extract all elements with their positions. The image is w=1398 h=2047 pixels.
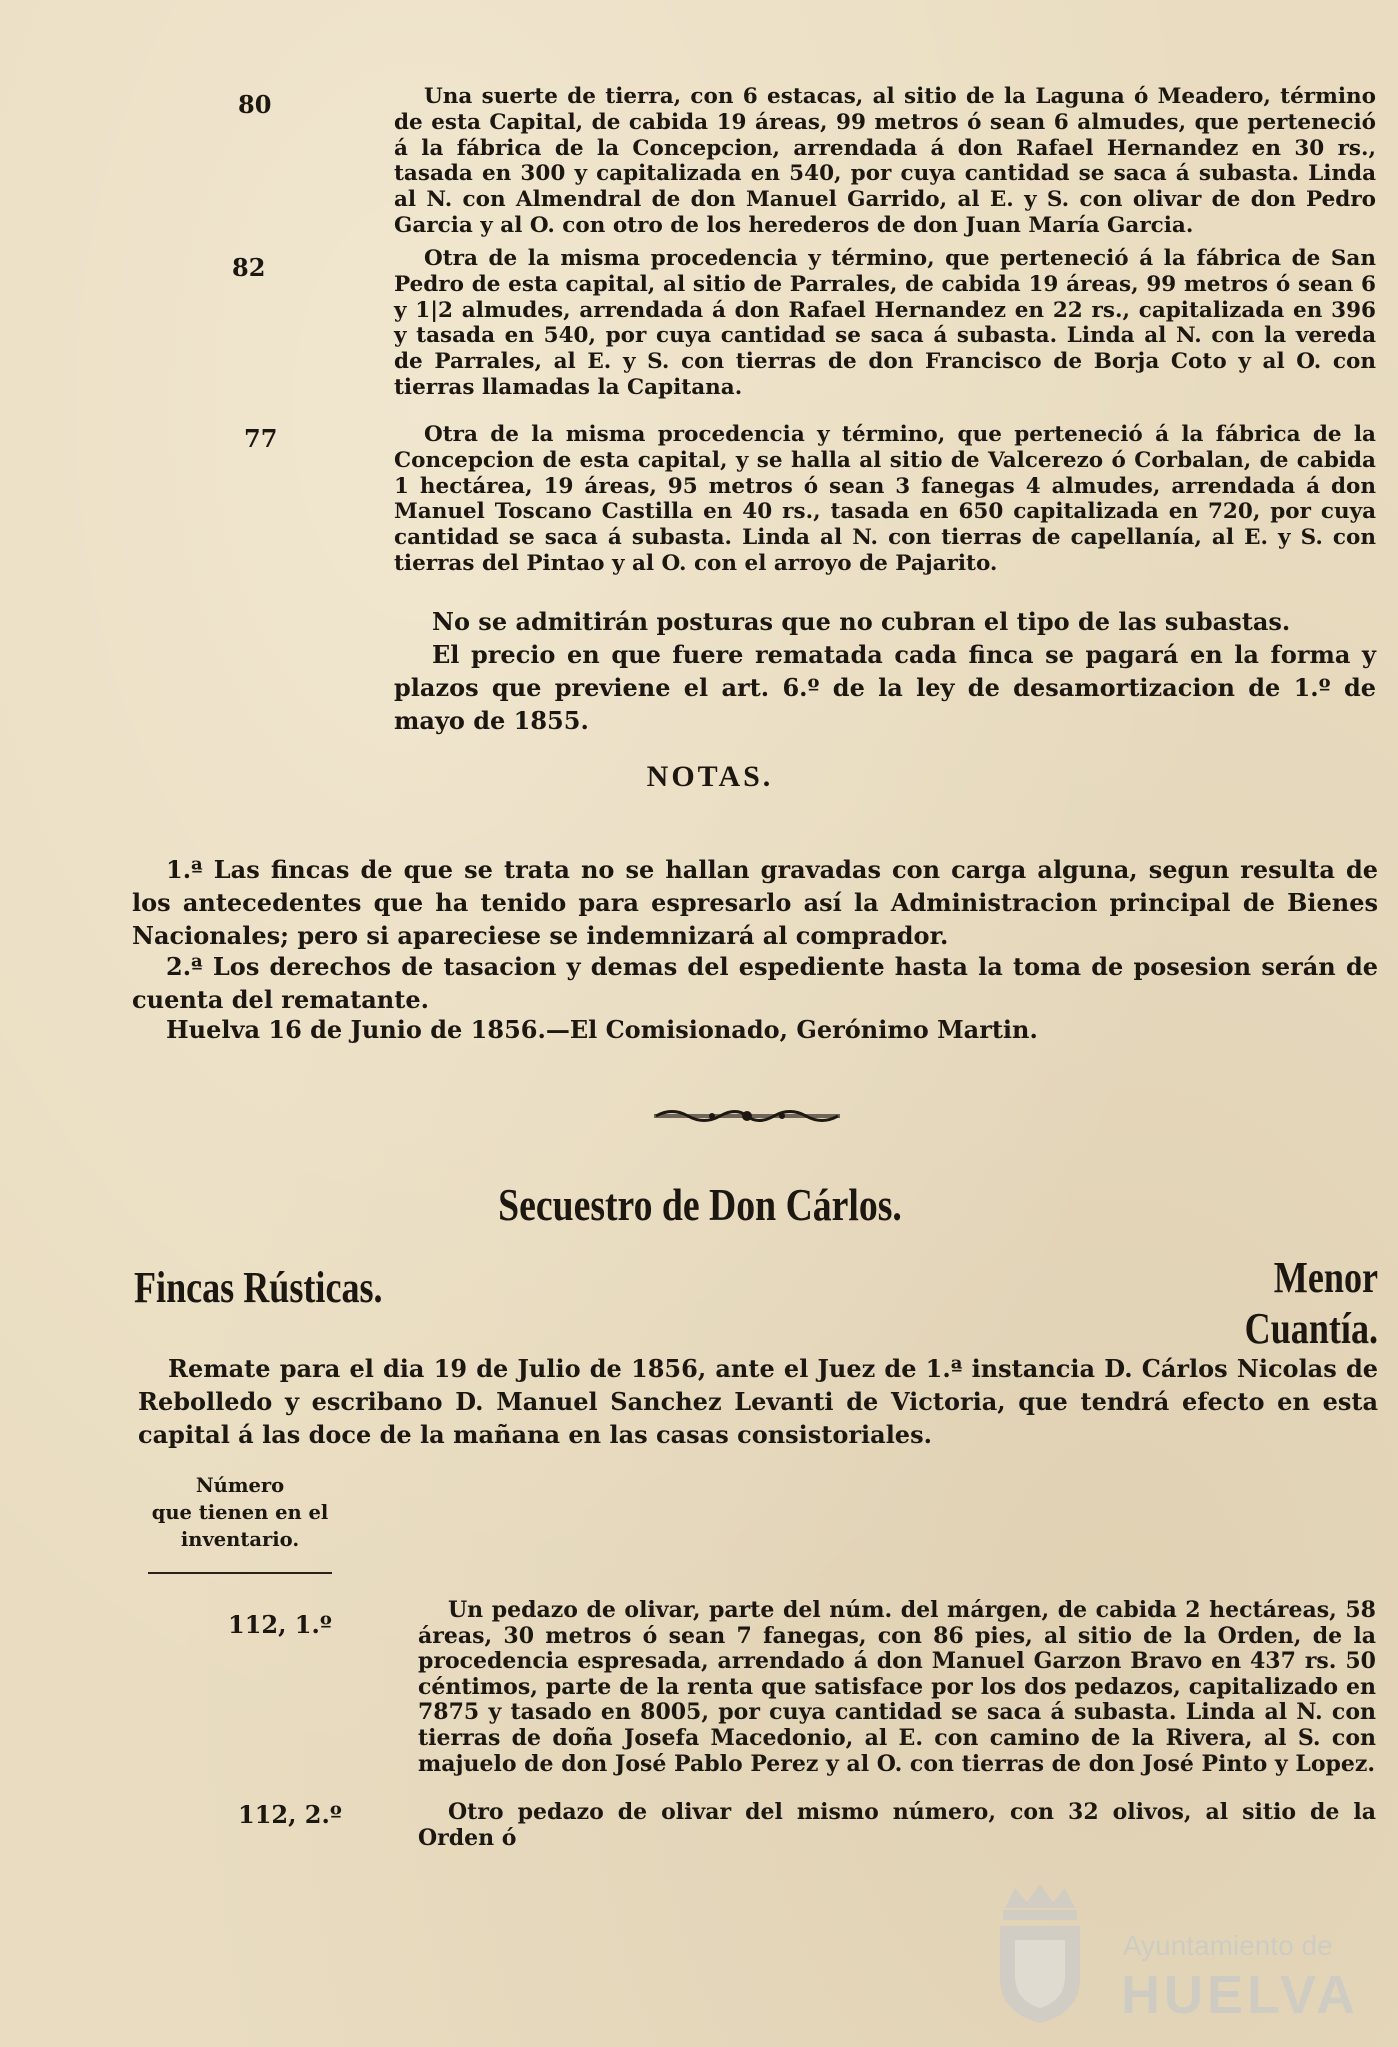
- signature-line: Huelva 16 de Junio de 1856.—El Comisionado, Gerónimo Martin.: [166, 1015, 1038, 1044]
- lot-number: 112, 2.º: [238, 1800, 342, 1829]
- condition-text: No se admitirán posturas que no cubran el tipo de las subastas.: [432, 607, 1291, 636]
- lot-description: Otra de la misma procedencia y término, que perteneció á la fábrica de la Concepcion de esta capital, y se halla al sitio de Valcerezo ó Corbalan, de cabida 1 hectárea, 19 áreas, 95 metros ó sean 3 fanegas 4 almudes, arrendada á don Manuel Toscano Castilla en 40 rs., tasada en 650 capitalizada en 720, por cuya cantidad se saca á subasta. Linda al N. con tierras de capellanía, al E. y S. con tierras del Pintao y al O. con el arroyo de Pajarito.: [394, 422, 1376, 576]
- lot-number: 80: [238, 90, 272, 119]
- category-heading: Fincas Rústicas.: [134, 1263, 383, 1312]
- watermark-line2: HUELVA: [1121, 1965, 1359, 2025]
- lot-number: 82: [232, 253, 266, 282]
- column-rule: [148, 1572, 332, 1574]
- ornament-divider: [652, 1105, 842, 1127]
- lot-description: Un pedazo de olivar, parte del núm. del márgen, de cabida 2 hectáreas, 58 áreas, 30 metros ó sean 7 fanegas, con 86 pies, al sitio de la Orden, de la procedencia espresada, arrendado á don Manuel Garzon Bravo en 437 rs. 50 céntimos, parte de la renta que satisface por los dos pedazos, capitalizado en 7875 y tasado en 8005, por cuya cantidad se saca á subasta. Linda al N. con tierras de doña Josefa Macedonio, al E. con camino de la Rivera, al S. con majuelo de don José Pablo Perez y al O. con tierras de don José Pinto y Lopez.: [418, 1597, 1376, 1777]
- auction-notice: Remate para el dia 19 de Julio de 1856, ante el Juez de 1.ª instancia D. Cárlos Nicolas de Rebolledo y escribano D. Manuel Sanchez Levanti de Victoria, que tendrá efecto en esta capital á las doce de la mañana en las casas consistoriales.: [138, 1354, 1378, 1449]
- watermark: [985, 1870, 1385, 2040]
- section-title: Secuestro de Don Cárlos.: [498, 1179, 902, 1230]
- condition-text: El precio en que fuere rematada cada finca se pagará en la forma y plazos que previene el art. 6.º de la ley de desamortizacion de 1.º de mayo de 1855.: [394, 640, 1376, 735]
- notes-title: NOTAS.: [646, 760, 774, 793]
- crown-shield-icon: [985, 1878, 1095, 2028]
- lot-number: 77: [244, 424, 278, 453]
- header-line: inventario.: [180, 1528, 300, 1551]
- header-line: que tienen en el: [151, 1501, 329, 1524]
- value-category-heading: Menor Cuantía.: [1244, 1253, 1378, 1353]
- watermark-line1: Ayuntamiento de: [1123, 1930, 1333, 1961]
- lot-description: Otro pedazo de olivar del mismo número, con 32 olivos, al sitio de la Orden ó: [418, 1799, 1376, 1851]
- lot-description: Una suerte de tierra, con 6 estacas, al sitio de la Laguna ó Meadero, término de esta Capital, de cabida 19 áreas, 99 metros ó sean 6 almudes, que perteneció á la fábrica de la Concepcion, arrendada á don Rafael Hernandez en 30 rs., tasada en 300 y capitalizada en 540, por cuya cantidad se saca á subasta. Linda al N. con Almendral de don Manuel Garrido, al E. y S. con olivar de don Pedro Garcia y al O. con otro de los herederos de don Juan María Garcia.: [394, 84, 1376, 238]
- header-line: Número: [195, 1474, 285, 1497]
- lot-number: 112, 1.º: [228, 1610, 332, 1639]
- note-item: 2.ª Los derechos de tasacion y demas del espediente hasta la toma de posesion serán de cuenta del rematante.: [132, 952, 1378, 1014]
- lot-description: Otra de la misma procedencia y término, que perteneció á la fábrica de San Pedro de esta capital, al sitio de Parrales, de cabida 19 áreas, 99 metros ó sean 6 y 1|2 almudes, arrendada á don Rafael Hernandez en 22 rs., capitalizada en 396 y tasada en 540, por cuya cantidad se saca á subasta. Linda al N. con la vereda de Parrales, al E. y S. con tierras de don Francisco de Borja Coto y al O. con tierras llamadas la Capitana.: [394, 246, 1376, 400]
- inventory-column-header: [140, 1472, 340, 1553]
- note-item: 1.ª Las fincas de que se trata no se hallan gravadas con carga alguna, segun resulta de los antecedentes que ha tenido para espresarlo así la Administracion principal de Bienes Nacionales; pero si apareciese se indemnizará al comprador.: [132, 855, 1378, 950]
